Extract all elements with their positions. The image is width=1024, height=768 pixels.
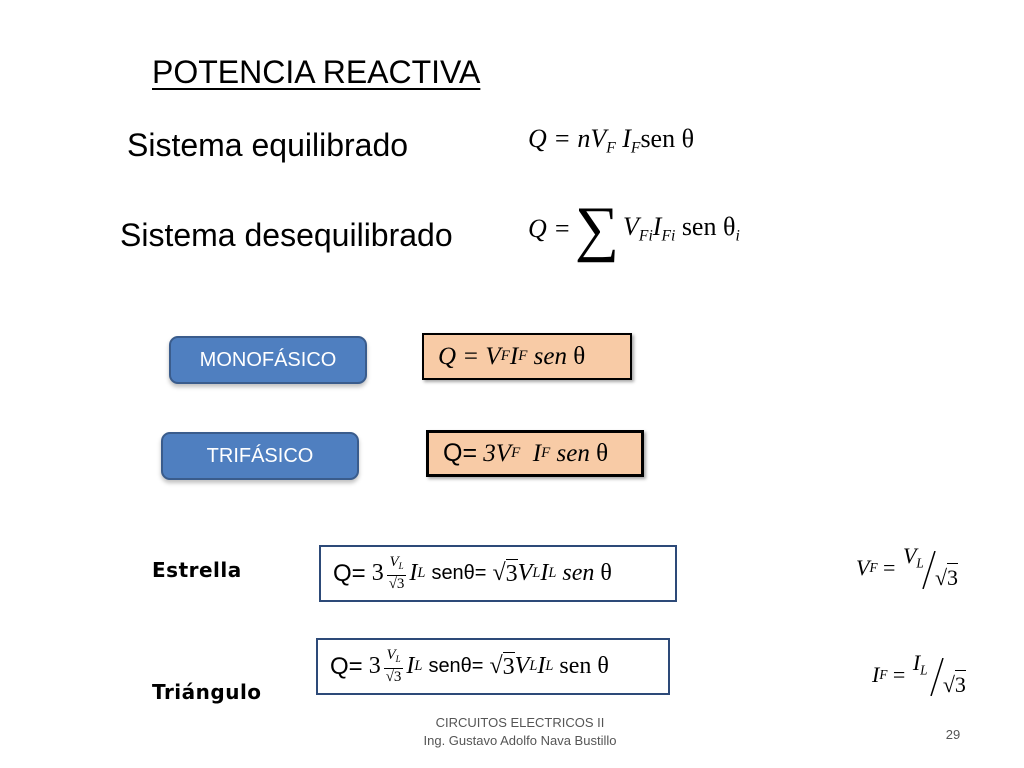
delta-formula-box: Q= 3 $\frac{V_L}{√3}$ I L senθ= √ 3 V L I L sen θ [316, 638, 670, 695]
slide-title: POTENCIA REACTIVA [152, 54, 481, 90]
balanced-system-label: Sistema equilibrado [127, 127, 409, 163]
phase-voltage-relation: V F = $V_L$ √3 [856, 543, 959, 590]
balanced-formula: $Q = nV_F$ $I_Fsen$ θ [528, 124, 695, 157]
footer-author: Ing. Gustavo Adolfo Nava Bustillo [423, 733, 617, 748]
star-label: Estrella [152, 558, 242, 582]
single-phase-formula-box: Q = V F I F sen θ [422, 333, 632, 380]
three-phase-button[interactable]: TRIFÁSICO [161, 432, 359, 480]
single-phase-button[interactable]: MONOFÁSICO [169, 336, 367, 384]
three-phase-formula-box: Q= 3V F I F sen θ [426, 430, 644, 477]
delta-label: Triángulo [152, 680, 262, 704]
footer-course: CIRCUITOS ELECTRICOS II [435, 715, 605, 730]
footer [370, 714, 670, 750]
unbalanced-formula: Q = ∑ $V_{Fi}I_{Fi}$ sen $\theta_i$ [528, 195, 740, 263]
unbalanced-system-label: Sistema desequilibrado [120, 217, 453, 253]
star-formula-box: Q= 3 $\frac{V_L}{√3}$ I L senθ= √ 3 V L I L sen θ [319, 545, 677, 602]
page-number: 29 [945, 727, 961, 742]
phase-current-relation: I F = $I_L$ √3 [872, 650, 966, 697]
